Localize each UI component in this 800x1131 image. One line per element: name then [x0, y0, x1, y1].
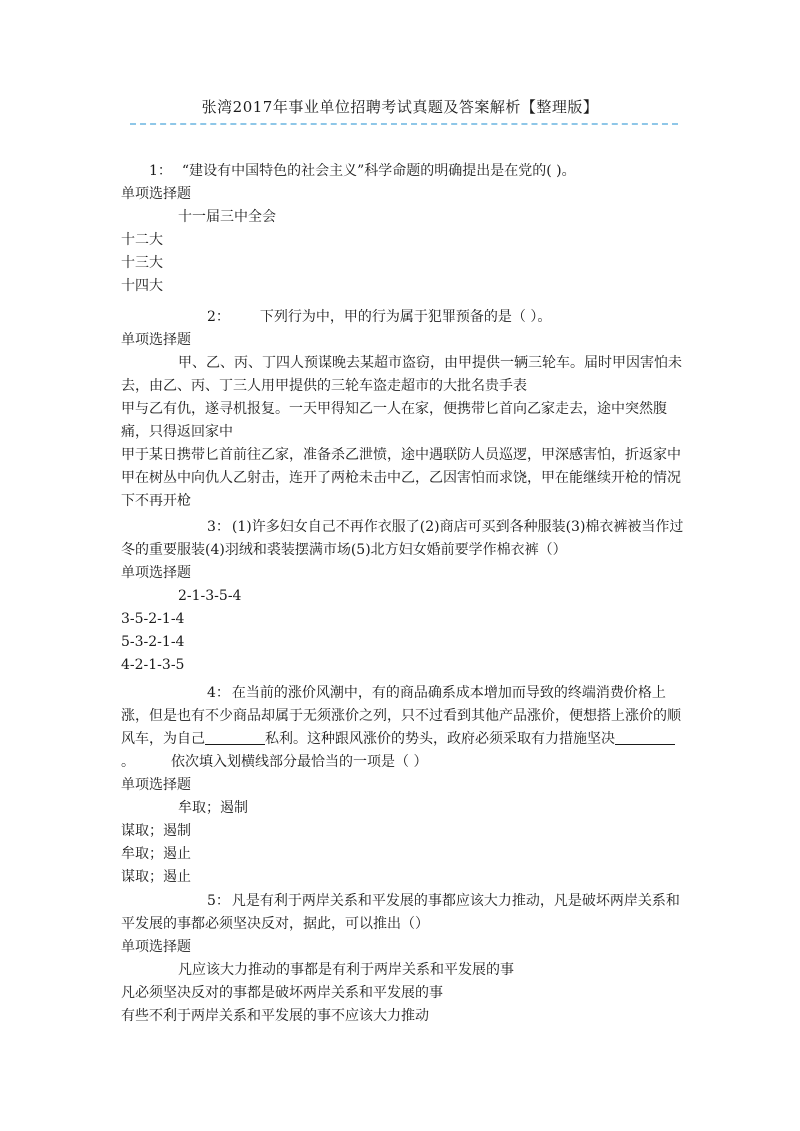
question-2	[121, 306, 686, 513]
question-stem	[121, 890, 686, 936]
question-type: 单项选择题	[121, 186, 191, 202]
question-type: 单项选择题	[121, 777, 191, 793]
fill-blank[interactable]	[205, 730, 265, 745]
option-b[interactable]: 3-5-2-1-4	[121, 611, 185, 627]
option-b[interactable]: 十二大	[121, 232, 163, 248]
question-stem	[121, 516, 686, 562]
question-4	[121, 682, 686, 889]
question-text: 凡是有利于两岸关系和平发展的事都应该大力推动，凡是破坏两岸关系和平发展的事都必须坚决反对，据此，可以推出（）	[121, 893, 680, 932]
option-a[interactable]: 牟取；遏制	[178, 800, 248, 816]
option-c[interactable]: 十三大	[121, 255, 163, 271]
title-divider	[130, 123, 678, 125]
option-c[interactable]: 5-3-2-1-4	[121, 634, 185, 650]
question-text: 在当前的涨价风潮中，有的商品确系成本增加而导致的终端消费价格上涨，但是也有不少商品却属于无须涨价之列，只不过看到其他产品涨价，便想搭上涨价的顺风车，为自己	[121, 685, 681, 747]
question-number: 1：	[149, 163, 172, 179]
fill-blank[interactable]	[615, 730, 675, 745]
question-text: 私利。这种跟风涨价的势头，政府必须采取有力措施坚决	[265, 731, 615, 747]
question-number: 5：	[207, 893, 230, 909]
option-a[interactable]: 十一届三中全会	[178, 209, 276, 225]
document-title: 张湾2017年事业单位招聘考试真题及答案解析【整理版】	[201, 98, 599, 116]
question-type: 单项选择题	[121, 939, 191, 955]
question-instruction: 依次填入划横线部分最恰当的一项是（ ）	[171, 754, 428, 770]
question-text: 下列行为中，甲的行为属于犯罪预备的是（ ）。	[259, 309, 552, 325]
question-text: 。	[121, 754, 135, 770]
option-d[interactable]: 4-2-1-3-5	[121, 657, 185, 673]
option-c[interactable]: 牟取；遏止	[121, 846, 191, 862]
option-d[interactable]: 十四大	[121, 278, 163, 294]
question-stem	[121, 682, 686, 774]
question-number: 3：	[207, 519, 230, 535]
question-type: 单项选择题	[121, 565, 191, 581]
question-text: “建设有中国特色的社会主义”科学命题的明确提出是在党的( )。	[181, 163, 576, 179]
option-d[interactable]: 谋取；遏止	[121, 869, 191, 885]
question-type: 单项选择题	[121, 332, 191, 348]
question-3	[121, 516, 686, 677]
option-a[interactable]: 2-1-3-5-4	[178, 588, 242, 604]
question-stem	[121, 160, 686, 183]
option-b[interactable]: 谋取；遏制	[121, 823, 191, 839]
option-c[interactable]: 有些不利于两岸关系和平发展的事不应该大力推动	[121, 1008, 429, 1024]
question-1	[121, 160, 686, 298]
question-5	[121, 890, 686, 1028]
question-number: 2：	[207, 309, 230, 325]
question-stem	[121, 306, 686, 329]
option-a[interactable]: 凡应该大力推动的事都是有利于两岸关系和平发展的事	[178, 962, 514, 978]
option-b[interactable]: 凡必须坚决反对的事都是破坏两岸关系和平发展的事	[121, 985, 443, 1001]
option-d[interactable]: 甲在树丛中向仇人乙射击，连开了两枪未击中乙，乙因害怕而求饶，甲在能继续开枪的情况下不再开枪	[121, 470, 681, 509]
question-number: 4：	[207, 685, 230, 701]
option-a[interactable]: 甲、乙、丙、丁四人预谋晚去某超市盗窃，由甲提供一辆三轮车。届时甲因害怕未去，由乙、丙、丁三人用甲提供的三轮车盗走超市的大批名贵手表	[121, 355, 682, 394]
option-c[interactable]: 甲于某日携带匕首前往乙家，准备杀乙泄愤，途中遇联防人员巡逻，甲深感害怕，折返家中	[121, 447, 681, 463]
option-b[interactable]: 甲与乙有仇，遂寻机报复。一天甲得知乙一人在家，便携带匕首向乙家走去，途中突然腹痛，只得返回家中	[121, 401, 667, 440]
question-text: (1)许多妇女自己不再作衣服了(2)商店可买到各种服装(3)棉衣裤被当作过冬的重要服装(4)羽绒和裘装摆满市场(5)北方妇女婚前要学作棉衣裤（）	[121, 519, 684, 558]
